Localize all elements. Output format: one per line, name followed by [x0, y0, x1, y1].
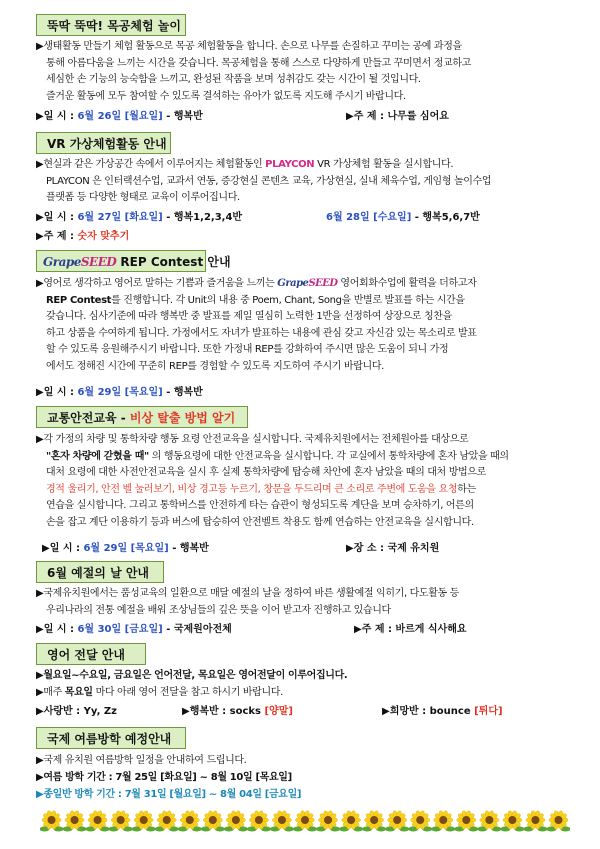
section-title-etiquette: 6월 예절의 날 안내	[36, 561, 164, 583]
etiquette-text: ▶국제유치원에서는 품성교육의 일환으로 매달 예절의 날을 정하여 바른 생활예절 익히기, 다도활동 등 우리나라의 전통 예절을 배워 조상님들의 깊은 뜻을 이어 받고자 진행하고 있습니다	[36, 588, 459, 616]
sunflower-icon	[40, 810, 64, 831]
woodwork-text: ▶생태활동 만들기 체험 활동으로 목공 체험활동을 합니다. 손으로 나무를 손질하고 꾸미는 공예 과정을 통해 아름다움을 느끼는 시간을 갖습니다. 목공체험을 통해 스스로 다양하게 만들고 꾸미면서 정교하고 세심한 손 기능의 능숙함을 느끼고, 완성된 작품을 보며 성취감도 갖는 시간이 될 것입니다. 즐거운 활동에 모두 참여할 수 있도록 결석하는 유아가 없도록 지도해 주시기 바랍니다.	[36, 41, 471, 102]
vr-schedule: ▶일 시 : 6월 27일 [화요일] - 행복1,2,3,4반 6월 28일 [수요일] - 행복5,6,7반	[36, 212, 480, 223]
vacation-text: ▶국제 유치원 여름방학 일정을 안내하여 드립니다. ▶여름 방학 기간 : 7월 25일 [화요일] ~ 8월 10일 [목요일] ▶종일반 방학 기간 : 7월 31일 [월요일] ~ 8월 04일 [금요일]	[36, 755, 302, 800]
sunflower-icon	[178, 810, 202, 831]
sunflower-icon	[385, 810, 409, 831]
sunflower-icon	[132, 810, 156, 831]
sunflower-icon	[155, 810, 179, 831]
sunflower-icon	[86, 810, 110, 831]
sunflower-icon	[408, 810, 432, 831]
class-sarang: ▶사랑반 : Yy, Zz	[36, 706, 117, 717]
sunflower-icon	[454, 810, 478, 831]
sunflower-icon	[201, 810, 225, 831]
sunflower-icon	[316, 810, 340, 831]
vr-theme: ▶주 제 : 숫자 맞추기	[36, 231, 130, 242]
section-title-vacation: 국제 여름방학 예정안내	[36, 727, 186, 749]
english-classes	[36, 704, 576, 720]
section-title-rep: GrapeSEED REP Contest 안내	[36, 250, 206, 272]
english-text: ▶월요일~수요일, 금요일은 언어전달, 목요일은 영어전달이 이루어집니다. ▶매주 목요일 마다 아래 영어 전달을 참고 하시기 바랍니다.	[36, 670, 348, 698]
woodwork-schedule: ▶일 시 : 6월 26일 [월요일] - 행복반 ▶주 제 : 나무를 심어요	[36, 111, 449, 122]
sunflower-icon	[339, 810, 363, 831]
traffic-schedule: ▶일 시 : 6월 29일 [목요일] - 행복반 ▶장 소 : 국제 유치원	[42, 543, 440, 554]
class-haengbok: ▶행복반 : socks [양말]	[182, 706, 293, 717]
sunflower-icon	[431, 810, 455, 831]
sunflower-icon	[247, 810, 271, 831]
sunflower-icon	[63, 810, 87, 831]
traffic-text: ▶각 가정의 차량 및 통학차량 행동 요령 안전교육을 실시합니다. 국제유치원에서는 전체원아를 대상으로 "혼자 차량에 갇혔을 때" 의 행동요령에 대한 안전교육을 실시합니다. 각 교실에서 통학차량에 혼자 남았을 때의 대처 요령에 대한 사전안전교육을 실시 후 실제 통학차량에 탑승해 차안에 혼자 남았을 때의 대처 방법으로 경적 울리기, 안전 벨 눌러보기, 비상 경고등 누르기, 창문을 두드리며 큰 소리로 주변에 도움을 요청하는 연습을 실시합니다. 그리고 통학버스를 안전하게 타는 습관이 형성되도록 계단을 보며 승차하기, 어른의 손을 잡고 계단 이용하기 등과 버스에 탑승하여 안전벨트 착용도 함께 연습하는 안전교육을 실시합니다.	[36, 434, 509, 528]
sunflower-border	[40, 808, 570, 834]
sunflower-icon	[500, 810, 524, 831]
rep-text: ▶영어로 생각하고 영어로 말하는 기쁨과 즐거움을 느끼는 GrapeSEED 영어회화수업에 활력을 더하고자 REP Contest를 진행합니다. 각 Unit의 내용 중 Poem, Chant, Song을 반별로 발표를 하는 시간을 갖습니다. 심사기준에 따라 행복반 중 발표를 제일 열심히 노력한 1반을 선정하여 상장으로 칭찬을 하고 상품을 수여하게 됩니다. 가정에서도 자녀가 발표하는 내용에 관심 갖고 자신감 있는 목소리로 발표 할 수 있도록 응원해주시기 바랍니다. 또한 가정내 REP를 강화하여 주시면 많은 도움이 되니 가정 에서도 정해진 시간에 꾸준히 REP를 경험할 수 있도록 지도하여 주시기 바랍니다.	[36, 278, 477, 372]
sunflower-icon	[224, 810, 248, 831]
sunflower-icon	[293, 810, 317, 831]
sunflower-icon	[109, 810, 133, 831]
sunflower-icon	[523, 810, 547, 831]
etiquette-schedule: ▶일 시 : 6월 30일 [금요일] - 국제원아전체 ▶주 제 : 바르게 식사해요	[36, 624, 467, 635]
sunflower-icon	[546, 810, 570, 831]
vr-text: ▶현실과 같은 가상공간 속에서 이루어지는 체험활동인 PLAYCON VR 가상체험 활동을 실시합니다. PLAYCON 은 인터랙션수업, 교과서 연동, 증강현실 콘텐츠 교육, 가상현실, 실내 체육수업, 게임형 놀이수업 플랫폼 등 다양한 형태로 교육이 이루어집니다.	[36, 159, 492, 203]
section-title-woodwork: 뚝딱 뚝딱! 목공체험 놀이	[36, 14, 186, 36]
section-title-vr: VR 가상체험활동 안내	[36, 132, 171, 154]
grapeseed-logo: GrapeSEED	[43, 255, 117, 269]
section-title-traffic: 교통안전교육 - 비상 탈출 방법 알기	[36, 406, 248, 428]
class-huimang: ▶희망반 : bounce [튀다]	[382, 706, 503, 717]
sunflower-icon	[362, 810, 386, 831]
rep-schedule: ▶일 시 : 6월 29일 [목요일] - 행복반	[36, 387, 203, 398]
sunflower-icon	[477, 810, 501, 831]
grapeseed-logo-inline: GrapeSEED	[277, 278, 338, 289]
section-title-english: 영어 전달 안내	[36, 643, 146, 665]
sunflower-icon	[270, 810, 294, 831]
